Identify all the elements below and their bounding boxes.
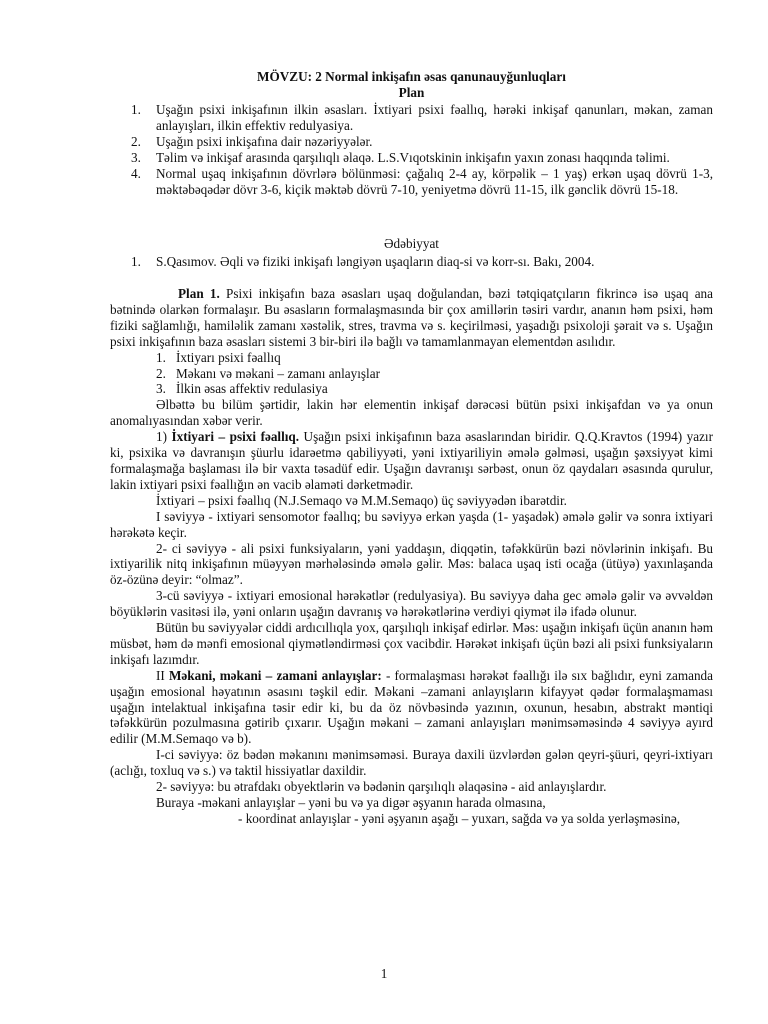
sub-list-text: Məkanı və məkani – zamanı anlayışlar (176, 365, 380, 381)
list-number: 4. (131, 165, 141, 181)
paragraph: 2- səviyyə: bu ətrafdakı obyektlərin və bədənin qarşılıqlı əlaqəsinə - aid anlayışlardır. (156, 779, 607, 795)
document-body (110, 286, 713, 827)
paragraph-bold: İxtiyari – psixi fəallıq. (171, 429, 300, 445)
paragraph-text: Psixi inkişafın baza əsasları uşaq doğulandan, bəzi tətqiqatçıların fikrincə isə uşaq ana bətnində olarkən formalaşır. Bu əsasların formalaşmasında bir çox amillərin təsiri vardır, ananın həm psixi, həm fiziki sağlamlığı, hamiləlik zamanı xəstəlik, stres, travma və s. keçirilməsi, yaşadığı psixoloji şərait və s. Uşağın psixi inkişafının baza əsasları sistemi 3 bir-biri ilə bağlı və tamamlanmayan elementdən asılıdır. (110, 286, 713, 349)
paragraph: Bütün bu səviyyələr ciddi ardıcıllıqla yox, qarşılıqlı inkişaf edirlər. Məs: uşağın inkişafı üçün ananın həm müsbət, həm də mənfi emosional qiymətləndirməsi çox vacibdir. Hərəkət inkişafı üçün bəzi ali psixi funksiyaların inkişafı lazımdır. (110, 620, 713, 667)
paragraph-prefix: 1) (156, 429, 172, 445)
paragraph (110, 429, 713, 493)
paragraph: Əlbəttə bu bilüm şərtidir, lakin hər elementin inkişaf dərəcəsi bütün psixi inkişafdan və ya onun anomalıyasından xəbər verir. (110, 397, 713, 429)
paragraph-text: Uşağın psixi inkişafının baza əsaslarından biridir. Q.Q.Kravtos (1994) yazır ki, psixika və davranışın şüurlu idarəetmə qabiliyyəti, yəni ixtiyariliyin əmələ gəlməsi, uşağın şəxsiyyət kimi formalaşmağa başlaması ilə bir vaxta təsadüf edir. Uşağın davranışı sərbəst, onun öz qaydaları əsasında qurulur, lakin ixtiyari psixi fəallığın ən vacib əlaməti dərketmədir. (110, 429, 713, 492)
plan-item-text: Normal uşaq inkişafının dövrlərə bölünməsi: çağalıq 2-4 ay, körpəlik – 1 yaş) erkən uşaq dövrü 1-3, məktəbəqədər dövr 3-6, kiçik məktəb dövrü 7-10, yeniyetmə dövrü 11-15, ilk gənclik dövrü 15-18. (156, 165, 713, 197)
list-number: 1. (131, 102, 141, 117)
paragraph: 3-cü səviyyə - ixtiyari emosional hərəkətlər (redulyasiya). Bu səviyyə daha gec əmələ gəlir və əvvəldən böyüklərin vasitəsi ilə, yəni onların uşağın davranış və hərəkətlərinə verdiyi qiymət ilə ifadə olunur. (110, 588, 713, 620)
plan-item (110, 134, 713, 150)
literature-item (110, 254, 713, 270)
sub-list-item (110, 366, 713, 382)
literature-heading: Ədəbiyyat (384, 236, 439, 251)
list-number: 1. (156, 349, 166, 365)
sub-list-item (110, 350, 713, 366)
paragraph-bold: Məkani, məkani – zamani anlayışlar: (168, 667, 382, 683)
paragraph: I-ci səviyyə: öz bədən məkanını mənimsəməsi. Buraya daxili üzvlərdən gələn qeyri-şüuri, qeyri-ixtiyarı (aclığı, toxluq və s.) və taktil hissiyatlar daxildir. (110, 747, 713, 779)
paragraph-prefix: II (156, 667, 169, 683)
paragraph: I səviyyə - ixtiyari sensomotor fəallıq; bu səviyyə erkən yaşda (1- yaşadək) əmələ gəlir və sonra ixtiyari hərəkətə keçir. (110, 508, 713, 540)
sub-list-text: İxtiyarı psixi fəallıq (176, 349, 281, 365)
document-title: MÖVZU: 2 Normal inkişafın əsas qanunauyğunluqları (257, 69, 566, 84)
plan-heading: Plan (398, 85, 425, 100)
plan-item-text: Uşağın psixi inkişafına dair nəzəriyyələr. (156, 133, 373, 149)
plan-item (110, 166, 713, 198)
paragraph: İxtiyari – psixi fəallıq (N.J.Semaqo və M.M.Semaqo) üç səviyyədən ibarətdir. (156, 492, 567, 508)
list-number: 3. (156, 381, 166, 397)
literature-item-text: S.Qasımov. Əqli və fiziki inkişafı ləngiyən uşaqların diaq-si və korr-sı. Bakı, 2004. (156, 254, 595, 269)
literature-list (110, 254, 713, 270)
plan-list (110, 102, 713, 197)
plan-item (110, 150, 713, 166)
paragraph (110, 286, 713, 350)
paragraph-bold: Plan 1. (178, 286, 220, 301)
paragraph: 2- ci səviyyə - ali psixi funksiyaların, yəni yaddaşın, diqqətin, təfəkkürün bəzi növlərinin inkişafı. Bu ixtiyarilik nitq inkişafının müəyyən mərhələsində əmələ gəlir. Məs: balaca uşaq isti ocağa (ütüyə) yaxınlaşanda öz-özünə deyir: “olmaz”. (110, 540, 713, 588)
plan-item-text: Uşağın psixi inkişafının ilkin əsasları. İxtiyari psixi fəallıq, hərəki inkişaf qanunları, məkan, zaman anlayışları, ilkin effektiv redulyasiya. (156, 102, 713, 133)
paragraph-text: - formalaşması hərəkət fəallığı ilə sıx bağlıdır, eyni zamanda uşağın emosional həyatının əsasını təşkil edir. Məkani –zamani anlayışların kifayyət qədər formalaşmaması uşağın intelaktual inkişafına təsir edir ki, bu da öz növbəsində yazının, oxunun, hesabın, abstrakt məntiqi təfəkkürün pozulmasına gətirib çıxarır. Uşağın məkani – zamani anlayışları mənimsəməsində 4 səviyyə ayırd edilir (M.M.Semaqo və b). (110, 667, 713, 747)
list-number: 3. (131, 149, 141, 165)
sub-list-text: İlkin əsas affektiv redulasiya (176, 381, 328, 397)
plan-item-text: Təlim və inkişaf arasında qarşılıqlı əlaqə. L.S.Vıqotskinin inkişafın yaxın zonası haqqında təlimi. (156, 149, 670, 165)
paragraph: Buraya -məkani anlayışlar – yəni bu və ya digər əşyanın harada olmasına, (156, 795, 546, 810)
list-number: 1. (131, 254, 141, 269)
plan-item (110, 102, 713, 134)
list-number: 2. (131, 133, 141, 149)
paragraph (110, 668, 713, 748)
paragraph: - koordinat anlayışlar - yəni əşyanın aşağı – yuxarı, sağda və ya solda yerləşməsinə, (238, 810, 681, 826)
sub-list-item (110, 381, 713, 397)
page-number: 1 (380, 966, 388, 981)
list-number: 2. (156, 365, 166, 381)
